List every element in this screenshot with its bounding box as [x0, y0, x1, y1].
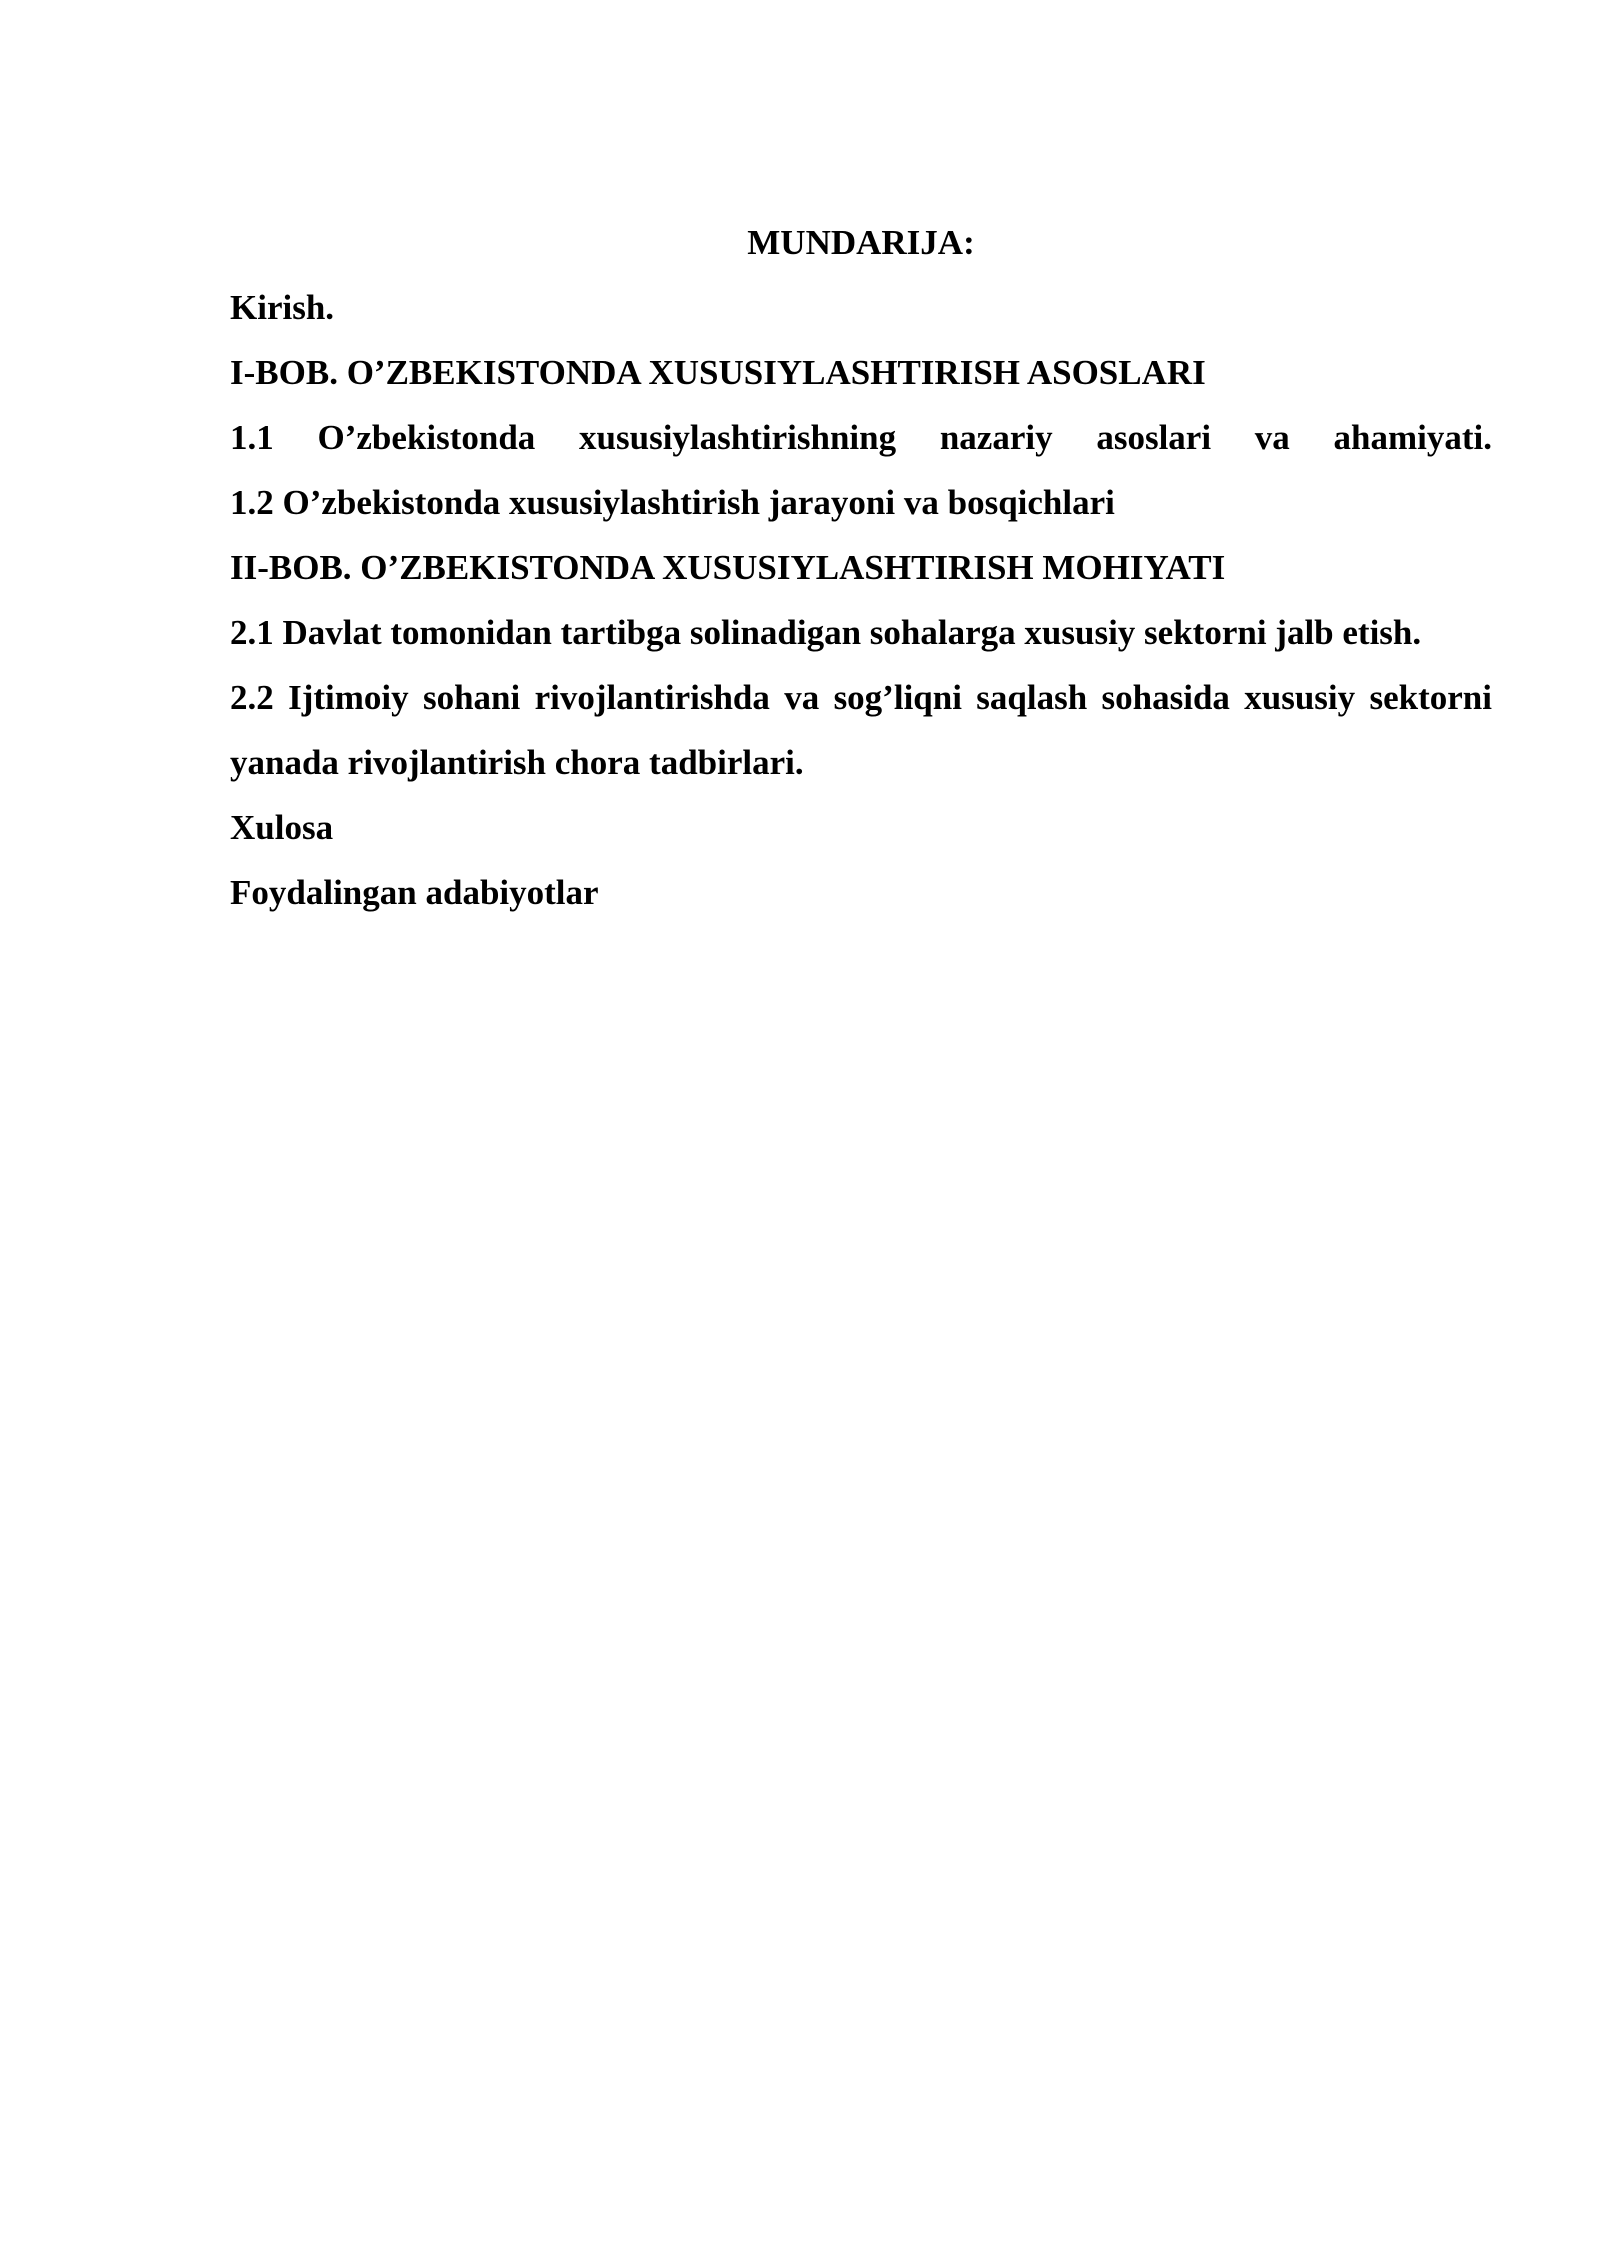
toc-entry-chapter-1: I-BOB. O’ZBEKISTONDA XUSUSIYLASHTIRISH ASOSLARI [230, 353, 1206, 392]
toc-entry-chapter-2: II-BOB. O’ZBEKISTONDA XUSUSIYLASHTIRISH MOHIYATI [230, 548, 1226, 587]
page-title: MUNDARIJA: [747, 223, 975, 262]
toc-entry-section-1-2: 1.2 O’zbekistonda xususiylashtirish jarayoni va bosqichlari [230, 483, 1115, 522]
toc-entry-section-2-1: 2.1 Davlat tomonidan tartibga solinadigan sohalarga xususiy sektorni jalb etish. [230, 613, 1422, 652]
toc-entry-section-1-1: 1.1 O’zbekistonda xususiylashtirishning nazariy asoslari va ahamiyati. [230, 418, 1492, 457]
table-of-contents [230, 210, 1492, 925]
toc-entry-references: Foydalingan adabiyotlar [230, 873, 599, 912]
toc-entry-section-2-2: 2.2 Ijtimoiy sohani rivojlantirishda va sog’liqni saqlash sohasida xususiy sektorni yanada rivojlantirish chora tadbirlari. [230, 678, 1492, 782]
toc-list [230, 275, 1492, 925]
toc-entry-conclusion: Xulosa [230, 808, 334, 847]
toc-entry-introduction: Kirish. [230, 288, 335, 327]
